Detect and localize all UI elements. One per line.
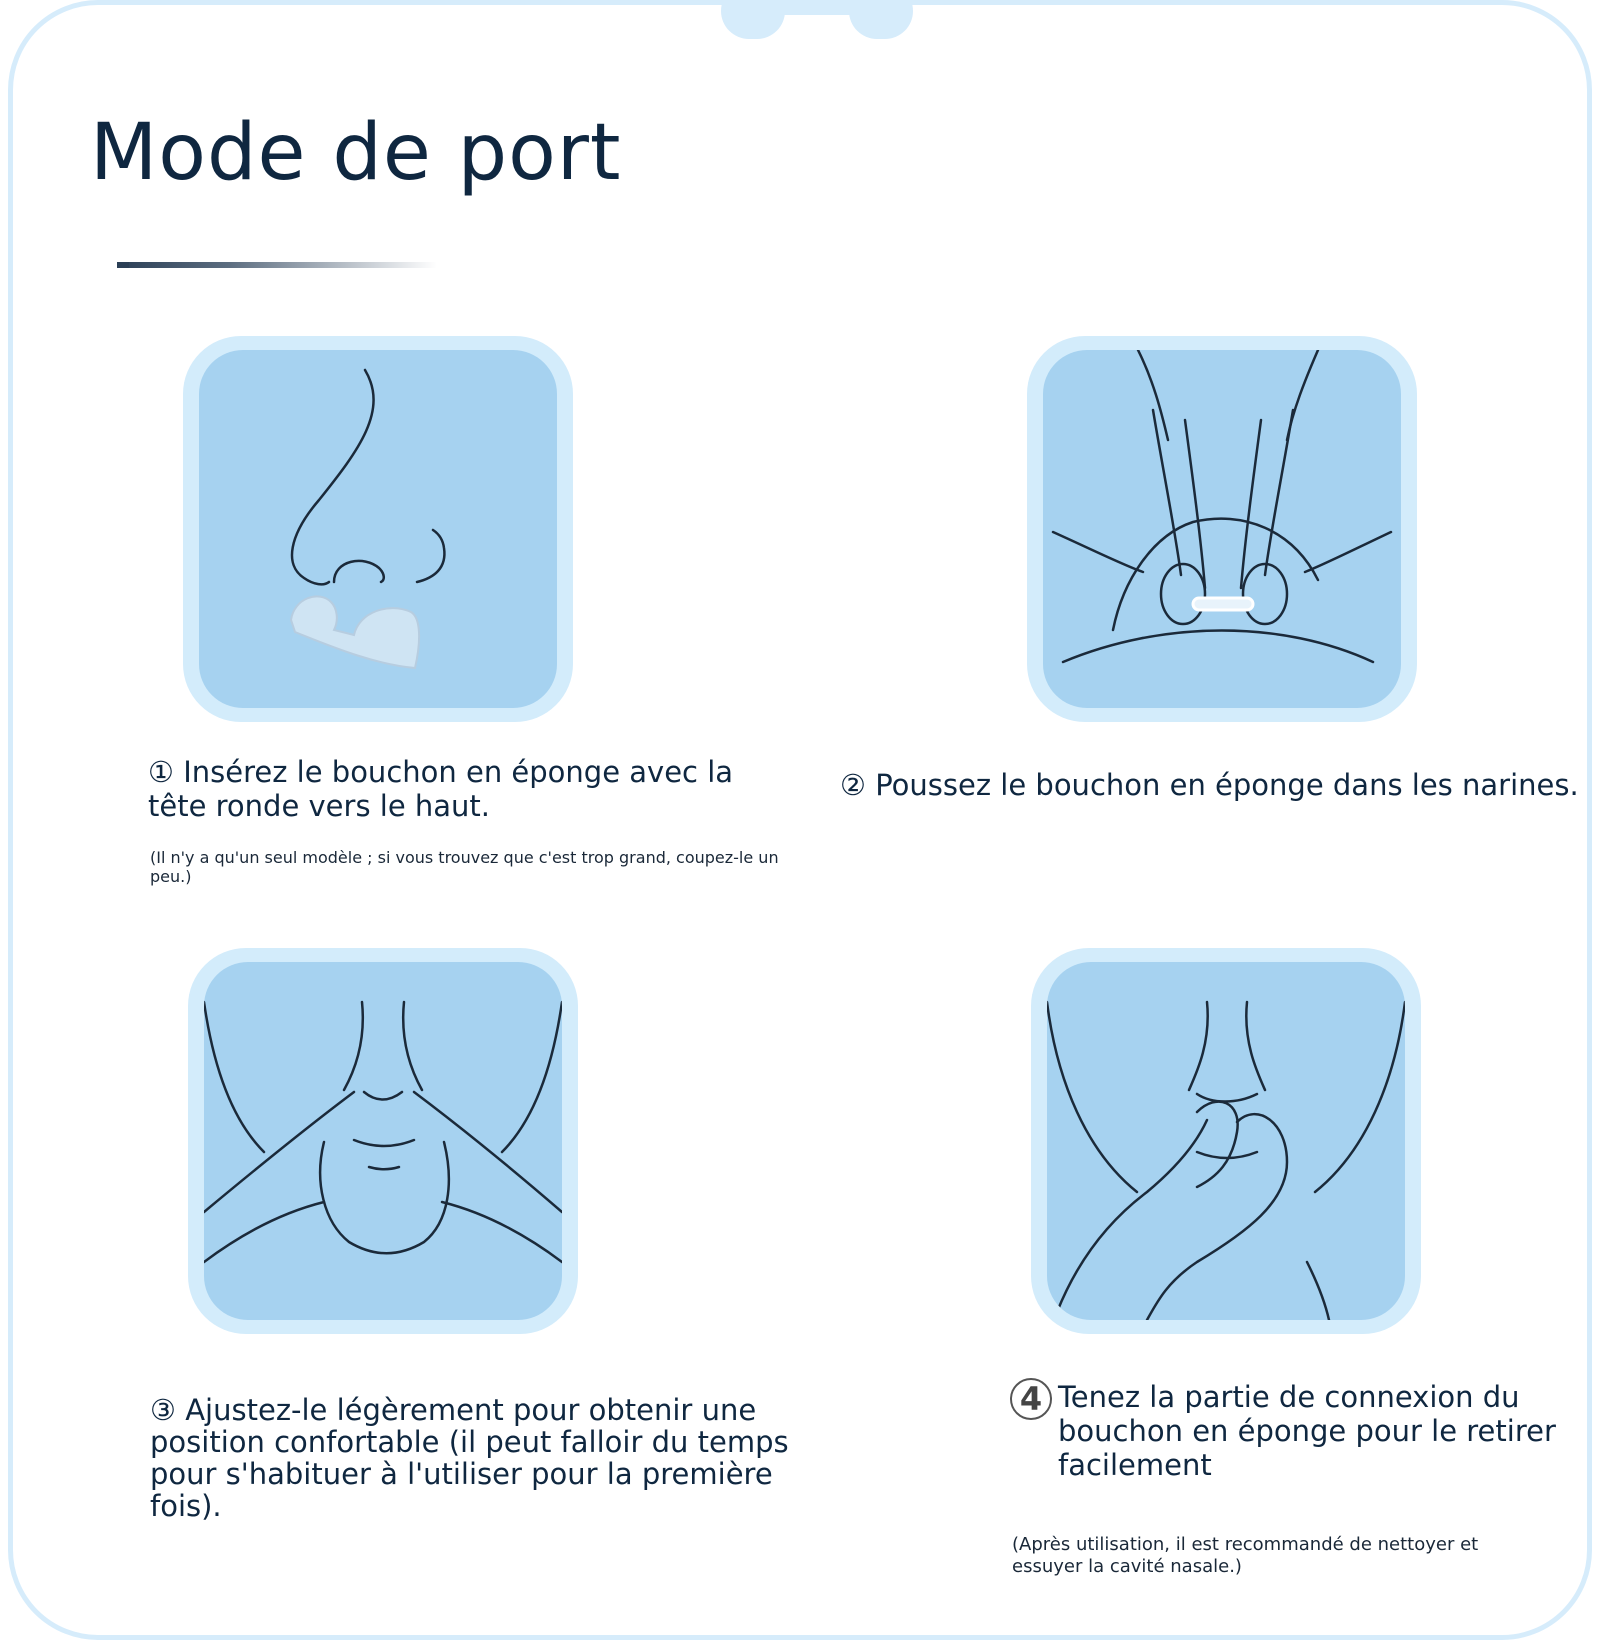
step-1-note: (Il n'y a qu'un seul modèle ; si vous trouvez que c'est trop grand, coupez-le un peu.) xyxy=(150,848,779,886)
title-underline xyxy=(117,262,437,268)
fingers-icon xyxy=(1043,350,1401,708)
step-4-illustration xyxy=(1031,948,1421,1334)
step-3-illustration xyxy=(188,948,578,1334)
nose-icon xyxy=(199,350,557,708)
step-1-illustration xyxy=(183,336,573,722)
step-4-number: 4 xyxy=(1010,1378,1052,1420)
step-4-note: (Après utilisation, il est recommandé de nettoyer et essuyer la cavité nasale.) xyxy=(1012,1534,1479,1577)
page-title: Mode de port xyxy=(90,108,622,198)
step-2-illustration xyxy=(1027,336,1417,722)
step-2-text: ② Poussez le bouchon en éponge dans les narines. xyxy=(840,768,1579,802)
frame-notch xyxy=(753,0,883,15)
step-3-text: ③ Ajustez-le légèrement pour obtenir une position confortable (il peut falloir du temps pour s'habituer à l'utiliser pour la première fois). xyxy=(150,1393,789,1523)
step-1-text: ① Insérez le bouchon en éponge avec la tête ronde vers le haut. xyxy=(148,755,734,823)
hand-icon xyxy=(1047,962,1405,1320)
step-4-text: Tenez la partie de connexion du bouchon en éponge pour le retirer facilement xyxy=(1058,1380,1556,1482)
hands-icon xyxy=(204,962,562,1320)
